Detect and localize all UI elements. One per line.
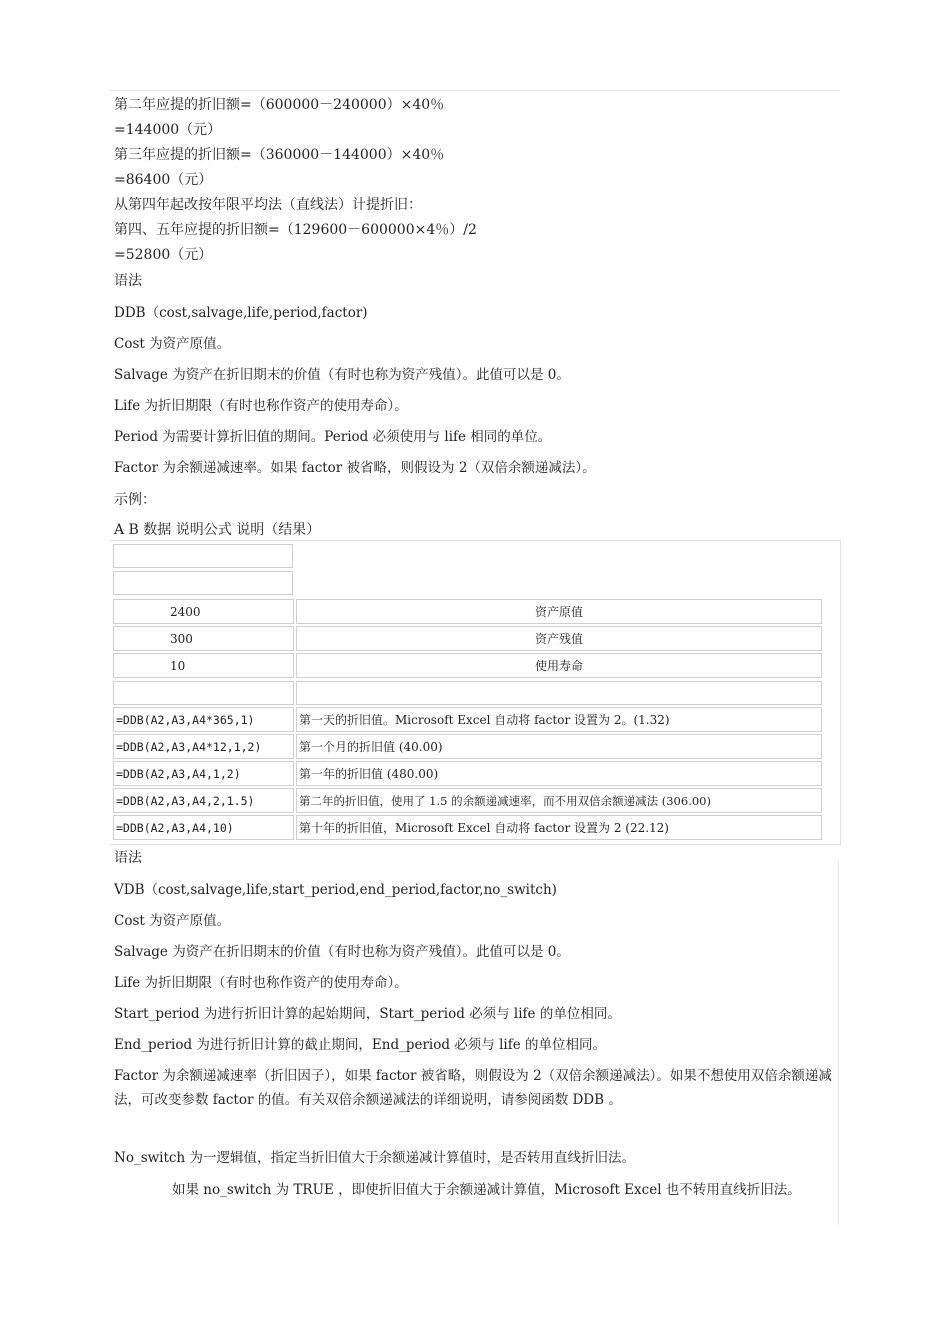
table-data-value: 2400 xyxy=(113,599,294,624)
ddb-param-period: Period 为需要计算折旧值的期间。Period 必须使用与 life 相同的单位。 xyxy=(114,429,552,445)
example-label: 示例： xyxy=(114,492,156,508)
ddb-param-cost: Cost 为资产原值。 xyxy=(114,336,231,352)
vdb-param-no-switch: No_switch 为一逻辑值，指定当折旧值大于余额递减计算值时，是否转用直线折旧法。 xyxy=(114,1150,635,1166)
table-empty-cell xyxy=(296,681,822,705)
vdb-syntax-heading: 语法 xyxy=(114,850,142,866)
table-result-cell: 第一个月的折旧值 (40.00) xyxy=(296,734,822,759)
calc-line-2: =144000（元） xyxy=(114,122,222,138)
table-empty-cell xyxy=(113,681,294,705)
calc-line-4: =86400（元） xyxy=(114,172,213,188)
calc-line-7: =52800（元） xyxy=(114,247,213,263)
table-data-label: 资产原值 xyxy=(296,599,822,624)
table-data-value: 10 xyxy=(113,653,294,678)
ddb-syntax-heading: 语法 xyxy=(114,273,142,289)
right-margin-rule xyxy=(838,860,839,1225)
ddb-param-life: Life 为折旧期限（有时也称作资产的使用寿命）。 xyxy=(114,398,408,414)
table-formula-cell: =DDB(A2,A3,A4,2,1.5) xyxy=(113,788,294,813)
table-data-value: 300 xyxy=(113,626,294,651)
vdb-param-salvage: Salvage 为资产在折旧期末的价值（有时也称为资产残值）。此值可以是 0。 xyxy=(114,944,570,960)
calc-line-3: 第三年应提的折旧额=（360000－144000）×40％ xyxy=(114,147,445,163)
table-result-cell: 第二年的折旧值，使用了 1.5 的余额递减速率，而不用双倍余额递减法 (306.00) xyxy=(296,788,822,813)
table-formula-cell: =DDB(A2,A3,A4*365,1) xyxy=(113,707,294,732)
table-data-label: 使用寿命 xyxy=(296,653,822,678)
no-switch-note: 如果 no_switch 为 TRUE ，即使折旧值大于余额递减计算值，Microsoft Excel 也不转用直线折旧法。 xyxy=(172,1182,801,1198)
table-result-cell: 第一天的折旧值。Microsoft Excel 自动将 factor 设置为 2。(1.32) xyxy=(296,707,822,732)
table-result-cell: 第十年的折旧值，Microsoft Excel 自动将 factor 设置为 2 (22.12) xyxy=(296,815,822,840)
vdb-syntax: VDB（cost,salvage,life,start_period,end_period,factor,no_switch) xyxy=(114,882,557,898)
table-result-cell: 第一年的折旧值 (480.00) xyxy=(296,761,822,786)
table-formula-cell: =DDB(A2,A3,A4,1,2) xyxy=(113,761,294,786)
table-formula-cell: =DDB(A2,A3,A4*12,1,2) xyxy=(113,734,294,759)
vdb-param-cost: Cost 为资产原值。 xyxy=(114,913,231,929)
calc-line-5: 从第四年起改按年限平均法（直线法）计提折旧： xyxy=(114,197,422,213)
ddb-param-factor: Factor 为余额递减速率。如果 factor 被省略，则假设为 2（双倍余额递减法）。 xyxy=(114,460,596,476)
table-empty-cell xyxy=(113,571,293,595)
calc-line-1: 第二年应提的折旧额=（600000－240000）×40％ xyxy=(114,97,445,113)
table-data-label: 资产残值 xyxy=(296,626,822,651)
calc-line-6: 第四、五年应提的折旧额=（129600－600000×4％）/2 xyxy=(114,222,477,238)
table-formula-cell: =DDB(A2,A3,A4,10) xyxy=(113,815,294,840)
vdb-param-start-period: Start_period 为进行折旧计算的起始期间，Start_period 必须与 life 的单位相同。 xyxy=(114,1006,621,1022)
ddb-param-salvage: Salvage 为资产在折旧期末的价值（有时也称为资产残值）。此值可以是 0。 xyxy=(114,367,570,383)
vdb-param-life: Life 为折旧期限（有时也称作资产的使用寿命）。 xyxy=(114,975,408,991)
ddb-syntax: DDB（cost,salvage,life,period,factor) xyxy=(114,305,368,321)
table-header-line: A B 数据 说明公式 说明（结果） xyxy=(114,522,321,538)
table-empty-cell xyxy=(113,544,293,568)
vdb-param-end-period: End_period 为进行折旧计算的截止期间，End_period 必须与 life 的单位相同。 xyxy=(114,1037,607,1053)
vdb-param-factor: Factor 为余额递减速率（折旧因子），如果 factor 被省略，则假设为 2（双倍余额递减法）。如果不想使用双倍余额递减法，可改变参数 factor 的值。有关双倍余额递减法的详细说明，请参阅函数 DDB 。 xyxy=(114,1068,832,1108)
top-rule xyxy=(110,90,840,91)
